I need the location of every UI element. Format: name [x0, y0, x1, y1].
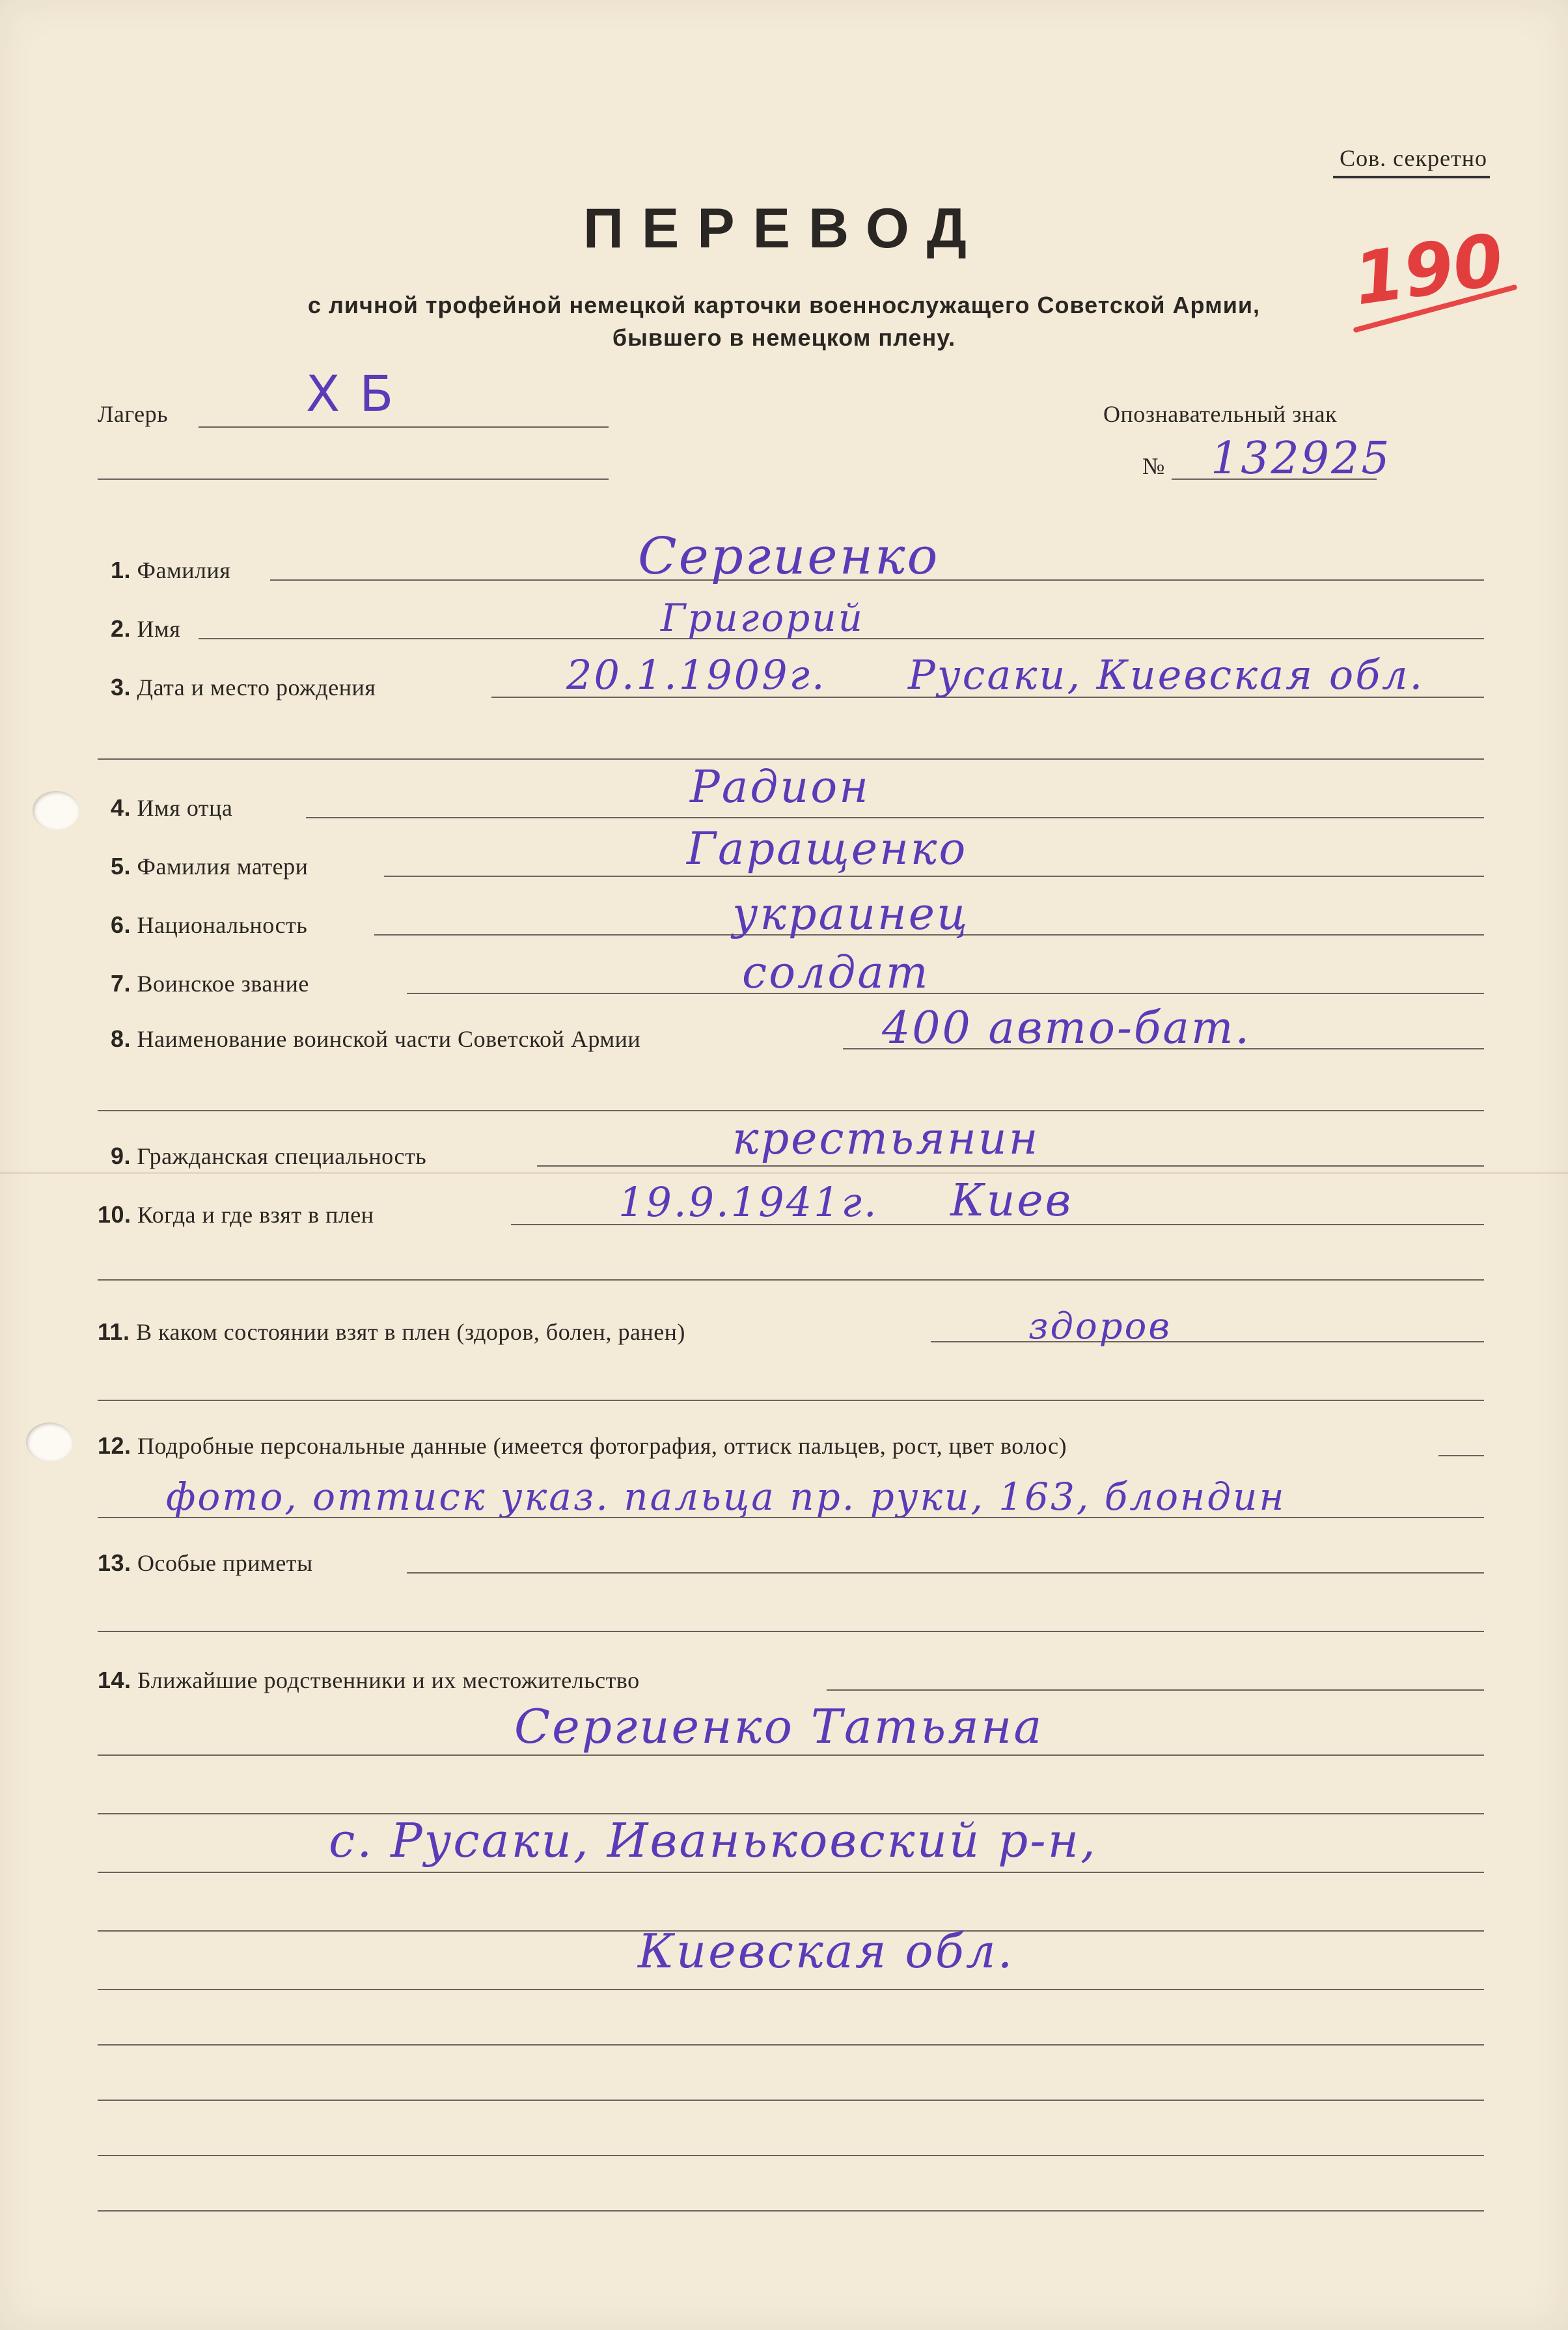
field-number: 1.	[111, 557, 131, 583]
id-mark-label: Опознавательный знак	[1103, 401, 1338, 427]
field-9-label	[111, 1143, 426, 1170]
field-11-line-2	[98, 1400, 1484, 1401]
paper-fold	[0, 1172, 1568, 1174]
field-3-value-place: Русаки, Киевская обл.	[908, 651, 1425, 699]
field-7-label	[111, 970, 309, 997]
field-11-line	[931, 1341, 1484, 1342]
punch-hole-bottom	[26, 1422, 73, 1462]
field-number: 2.	[111, 615, 131, 642]
camp-line-2	[98, 478, 609, 480]
field-number: 4.	[111, 794, 131, 821]
field-label-text: Гражданская специальность	[137, 1143, 427, 1169]
field-label-text: В каком состоянии взят в плен (здоров, болен, ранен)	[136, 1319, 685, 1345]
field-10-line-2	[98, 1279, 1484, 1281]
field-12-value: фото, оттиск указ. пальца пр. руки, 163, блондин	[166, 1475, 1286, 1519]
camp-value: Х Б	[306, 365, 396, 423]
field-12-label	[98, 1432, 1067, 1460]
id-mark-prefix: №	[1142, 453, 1165, 479]
subtitle-line-1: с личной трофейной немецкой карточки военнослужащего Советской Армии,	[308, 292, 1260, 318]
field-number: 9.	[111, 1143, 131, 1169]
field-13-line-2	[98, 1631, 1484, 1632]
field-8-value: 400 авто-бат.	[882, 1003, 1252, 1054]
field-8-line-2	[98, 1110, 1484, 1111]
field-14-line-10	[98, 2210, 1484, 2212]
field-number: 3.	[111, 674, 131, 700]
field-number: 5.	[111, 853, 131, 880]
field-3-line-2	[98, 758, 1484, 760]
field-2-label	[111, 615, 180, 643]
field-14-line	[827, 1689, 1484, 1691]
field-14-label	[98, 1667, 640, 1694]
field-1-value: Сергиенко	[638, 527, 940, 586]
field-14-line-6	[98, 1989, 1484, 1990]
field-11-label	[98, 1318, 685, 1346]
field-14-line-9	[98, 2155, 1484, 2156]
field-9-line	[537, 1165, 1484, 1167]
field-label-text: Имя отца	[137, 795, 233, 821]
id-mark-value: 132925	[1211, 433, 1392, 484]
field-5-line	[384, 876, 1484, 877]
punch-hole-top	[33, 791, 79, 830]
field-label-text: Наименование воинской части Советской Армии	[137, 1026, 641, 1052]
field-number: 6.	[111, 911, 131, 938]
field-12-line	[1438, 1455, 1484, 1456]
field-label-text: Подробные персональные данные (имеется фотография, оттиск пальцев, рост, цвет волос)	[137, 1433, 1067, 1459]
field-14-line-7	[98, 2044, 1484, 2046]
field-number: 10.	[98, 1201, 131, 1228]
field-14-line-2	[98, 1754, 1484, 1756]
field-5-label	[111, 853, 308, 880]
field-6-label	[111, 911, 307, 939]
field-14-value-name: Сергиенко Татьяна	[514, 1699, 1044, 1754]
field-label-text: Фамилия матери	[137, 853, 309, 880]
field-11-value: здоров	[1028, 1305, 1172, 1348]
classification-stamp: Сов. секретно	[1333, 145, 1490, 178]
field-4-value: Радион	[690, 762, 870, 813]
field-label-text: Дата и место рождения	[137, 674, 376, 700]
field-14-line-8	[98, 2100, 1484, 2101]
field-7-value: солдат	[742, 947, 930, 999]
field-14-line-4	[98, 1872, 1484, 1873]
camp-label: Лагерь	[98, 401, 169, 427]
field-1-label	[111, 557, 230, 584]
field-label-text: Ближайшие родственники и их местожительство	[137, 1667, 640, 1693]
field-2-value: Григорий	[661, 596, 864, 640]
field-number: 12.	[98, 1432, 131, 1459]
field-number: 14.	[98, 1667, 131, 1693]
field-10-value-place: Киев	[950, 1175, 1073, 1227]
field-12-line-2	[98, 1517, 1484, 1518]
field-10-label	[98, 1201, 374, 1228]
field-3-value-date: 20.1.1909г.	[566, 651, 827, 699]
field-4-line	[306, 817, 1484, 818]
field-number: 8.	[111, 1025, 131, 1052]
field-number: 13.	[98, 1549, 131, 1576]
field-label-text: Особые приметы	[137, 1550, 313, 1576]
field-8-label	[111, 1025, 640, 1053]
field-label-text: Национальность	[137, 912, 308, 938]
field-label-text: Воинское звание	[137, 971, 309, 997]
field-3-label	[111, 674, 376, 701]
field-label-text: Когда и где взят в плен	[137, 1202, 374, 1228]
field-9-value: крестьянин	[732, 1113, 1040, 1165]
field-4-label	[111, 794, 232, 822]
field-14-value-region: Киевская обл.	[638, 1924, 1015, 1978]
subtitle-line-2: бывшего в немецком плену.	[612, 324, 956, 351]
field-7-line	[407, 993, 1484, 994]
document-title: ПЕРЕВОД	[583, 197, 985, 260]
field-number: 7.	[111, 970, 131, 997]
camp-line	[199, 426, 609, 428]
handwritten-red-number: 190	[1349, 217, 1509, 322]
field-number: 11.	[98, 1318, 130, 1345]
field-label-text: Имя	[137, 616, 181, 642]
field-label-text: Фамилия	[137, 557, 231, 583]
field-6-value: украинец	[732, 889, 970, 940]
field-5-value: Гаращенко	[687, 824, 968, 875]
field-13-label	[98, 1549, 313, 1577]
field-13-line	[407, 1572, 1484, 1574]
field-14-value-village: с. Русаки, Иваньковский р-н,	[329, 1813, 1097, 1868]
field-10-value-date: 19.9.1941г.	[618, 1178, 879, 1226]
